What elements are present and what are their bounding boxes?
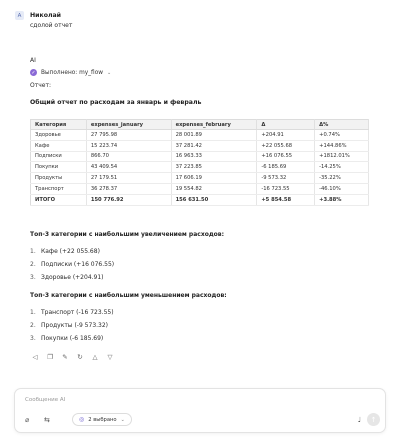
table-cell: 36 278.37	[86, 183, 171, 194]
table-cell: +0.74%	[315, 130, 369, 141]
send-icon: ↑	[370, 415, 377, 424]
user-message-header	[15, 11, 61, 20]
table-cell: 866.70	[86, 151, 171, 162]
table-cell: +22 055.68	[257, 140, 315, 151]
table-cell: 43 409.54	[86, 162, 171, 173]
list-item: 3. Покупки (-6 185.69)	[30, 332, 114, 345]
settings-icon[interactable]: ⇆	[44, 416, 50, 424]
user-name: Николай	[30, 12, 62, 19]
thumbs-down-icon[interactable]: ▽	[107, 353, 113, 361]
table-row	[31, 173, 369, 184]
table-cell: +1812.01%	[315, 151, 369, 162]
table-cell: 37 223.85	[171, 162, 257, 173]
list-item-text: Кафе (+22 055.68)	[41, 248, 100, 255]
user-message-text: сдолой отчет	[30, 22, 73, 29]
regenerate-icon[interactable]: ↻	[77, 353, 83, 361]
table-header-cell: Δ	[257, 120, 315, 130]
table-row	[31, 162, 369, 173]
report-label: Отчет:	[30, 82, 51, 89]
tools-icon: ◎	[79, 416, 85, 423]
table-cell: 27 795.98	[86, 130, 171, 141]
mic-icon[interactable]: ♩	[357, 416, 361, 424]
flow-status[interactable]	[30, 69, 111, 76]
table-header-cell: Δ%	[315, 120, 369, 130]
table-cell: Транспорт	[31, 183, 87, 194]
table-cell: 150 776.92	[86, 194, 171, 205]
top-decrease-list	[30, 306, 114, 345]
thumbs-up-icon[interactable]: △	[92, 353, 98, 361]
check-circle-icon: ✓	[31, 69, 36, 76]
table-cell: ИТОГО	[31, 194, 87, 205]
table-cell: 37 281.42	[171, 140, 257, 151]
list-item-text: Подписки (+16 076.55)	[41, 261, 115, 268]
list-item: 2. Подписки (+16 076.55)	[30, 258, 114, 271]
table-cell: -16 723.55	[257, 183, 315, 194]
top-increase-list	[30, 245, 114, 284]
chevron-down-icon: ⌄	[107, 69, 112, 76]
list-item: 1. Кафе (+22 055.68)	[30, 245, 114, 258]
table-cell: Кафе	[31, 140, 87, 151]
table-cell: -35.22%	[315, 173, 369, 184]
table-cell: +3.88%	[315, 194, 369, 205]
response-actions	[31, 353, 114, 361]
speaker-icon[interactable]: ◁	[32, 353, 38, 361]
top-increase-title: Топ-3 категории с наибольшим увеличением расходов:	[30, 231, 224, 238]
table-cell: 16 963.33	[171, 151, 257, 162]
table-header-cell: expenses_january	[86, 120, 171, 130]
table-row	[31, 130, 369, 141]
list-item-text: Здоровье (+204.91)	[41, 274, 104, 281]
chevron-down-icon: ⌄	[120, 416, 125, 423]
table-row	[31, 151, 369, 162]
table-cell: 19 554.82	[171, 183, 257, 194]
list-item: 2. Продукты (-9 573.32)	[30, 319, 114, 332]
copy-icon[interactable]: ❐	[47, 353, 53, 361]
message-input[interactable]	[25, 395, 325, 405]
table-cell: +204.91	[257, 130, 315, 141]
table-header-cell: Категория	[31, 120, 87, 130]
selected-tools-button[interactable]	[72, 413, 132, 426]
table-cell: 156 631.50	[171, 194, 257, 205]
top-decrease-title: Топ-3 категории с наибольшим уменьшением расходов:	[30, 292, 227, 299]
table-total-row	[31, 194, 369, 205]
table-cell: -46.10%	[315, 183, 369, 194]
table-row	[31, 183, 369, 194]
report-title: Общий отчет по расходам за январь и февраль	[30, 99, 202, 106]
table-cell: -6 185.69	[257, 162, 315, 173]
table-cell: 15 223.74	[86, 140, 171, 151]
table-header-cell: expenses_february	[171, 120, 257, 130]
edit-icon[interactable]: ✎	[62, 353, 68, 361]
table-cell: Подписки	[31, 151, 87, 162]
expenses-table	[30, 119, 369, 206]
list-item-text: Покупки (-6 185.69)	[41, 335, 104, 342]
table-cell: -9 573.32	[257, 173, 315, 184]
list-item-text: Транспорт (-16 723.55)	[41, 309, 114, 316]
user-avatar: А	[15, 11, 24, 20]
table-row	[31, 140, 369, 151]
selected-tools-label: 2 выбрано	[88, 416, 117, 423]
list-item: 1. Транспорт (-16 723.55)	[30, 306, 114, 319]
table-cell: +5 854.58	[257, 194, 315, 205]
table-cell: Здоровье	[31, 130, 87, 141]
table-cell: 17 606.19	[171, 173, 257, 184]
ai-label: AI	[30, 57, 36, 64]
list-item: 3. Здоровье (+204.91)	[30, 271, 114, 284]
table-cell: 27 179.51	[86, 173, 171, 184]
table-cell: Продукты	[31, 173, 87, 184]
list-item-text: Продукты (-9 573.32)	[41, 322, 109, 329]
attach-icon[interactable]: ⌀	[25, 416, 30, 424]
table-header-row	[31, 120, 369, 130]
send-button[interactable]	[367, 413, 380, 426]
message-composer	[14, 388, 386, 433]
table-cell: 28 001.89	[171, 130, 257, 141]
table-cell: -14.25%	[315, 162, 369, 173]
flow-status-text: Выполнено: my_flow	[41, 69, 103, 76]
table-cell: Покупки	[31, 162, 87, 173]
table-cell: +144.86%	[315, 140, 369, 151]
table-cell: +16 076.55	[257, 151, 315, 162]
